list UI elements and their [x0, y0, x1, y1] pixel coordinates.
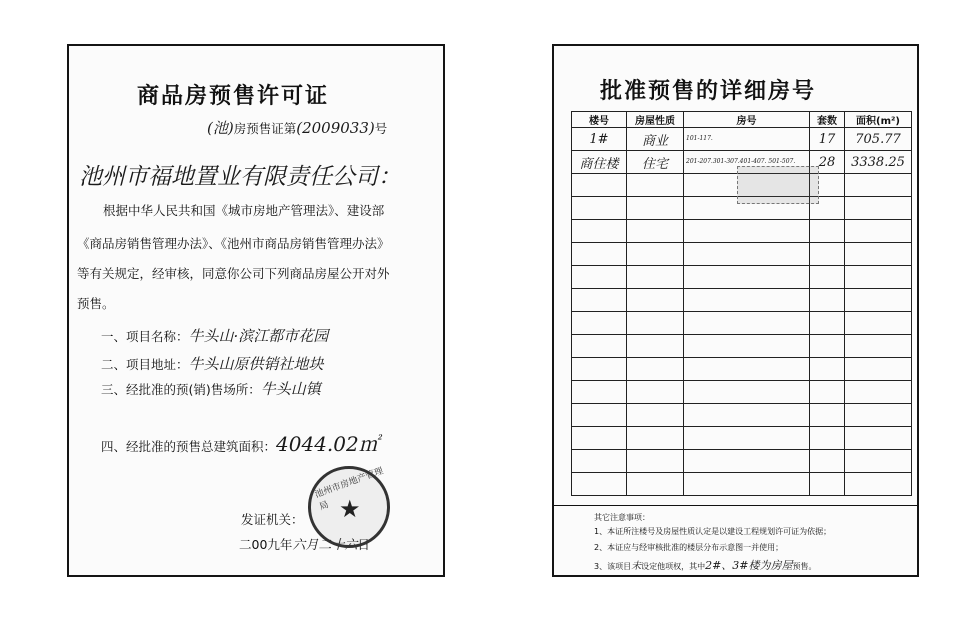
room-details-title: 批准预售的详细房号 — [600, 79, 817, 104]
faded-stamp-mark — [737, 166, 819, 204]
project-name-row — [101, 329, 328, 344]
certificate-number-line — [207, 121, 387, 136]
table-row — [572, 335, 912, 358]
table-row — [572, 289, 912, 312]
table-cell: 3338.25 — [845, 151, 912, 174]
table-row — [572, 220, 912, 243]
official-seal — [308, 466, 390, 548]
certificate-number: (2009033) — [296, 119, 375, 137]
note-3-part-a: 3、该项目 — [594, 562, 632, 571]
table-cell: 705.77 — [845, 128, 912, 151]
issue-date-end: 日 — [357, 537, 370, 552]
project-address-value: 牛头山原供销社地块 — [188, 355, 324, 373]
note-3-part-b: 未 — [631, 561, 642, 572]
certificate-suffix: 号 — [374, 121, 388, 136]
note-3-part-e: 预售。 — [792, 562, 817, 571]
header-property-type: 房屋性质 — [627, 112, 684, 128]
certificate-mid: 房预售证第 — [233, 121, 297, 136]
table-row — [572, 404, 912, 427]
body-paragraph-line-3: 等有关规定，经审核，同意你公司下列商品房屋公开对外 — [77, 266, 390, 281]
star-icon: ★ — [339, 495, 361, 523]
table-row — [572, 450, 912, 473]
project-name-value: 牛头山·滨江都市花园 — [188, 327, 329, 345]
license-title: 商品房预售许可证 — [137, 84, 330, 109]
sales-location-value: 牛头山镇 — [260, 380, 321, 398]
table-row — [572, 427, 912, 450]
body-paragraph-line-1: 根据中华人民共和国《城市房地产管理法》、建设部 — [103, 203, 385, 218]
project-address-label: 二、项目地址： — [101, 357, 189, 372]
header-building-no: 楼号 — [572, 112, 627, 128]
table-row — [572, 128, 912, 151]
certificate-prefix: (池) — [207, 119, 234, 137]
table-row — [572, 473, 912, 496]
presale-license-page — [67, 44, 445, 577]
table-cell: 商住楼 — [572, 151, 627, 174]
note-3 — [594, 557, 817, 573]
table-row — [572, 381, 912, 404]
table-cell: 201-207.301-307.401-407. 501-507. — [684, 151, 810, 174]
table-header-row — [572, 112, 912, 128]
project-address-row — [101, 357, 324, 372]
header-area: 面积(m²) — [845, 112, 912, 128]
room-details-page — [552, 44, 919, 577]
note-1: 1、本证所注楼号及房屋性质认定是以建设工程规划许可证为依据； — [594, 527, 832, 536]
table-cell: 1# — [572, 128, 627, 151]
table-cell: 商业 — [627, 128, 684, 151]
note-3-part-d: 2#、3#楼为房屋 — [705, 559, 793, 572]
table-row — [572, 266, 912, 289]
header-unit-count: 套数 — [810, 112, 845, 128]
total-area-value: 4044.02㎡ — [276, 432, 379, 456]
sales-location-label: 三、经批准的预(销)售场所： — [101, 382, 261, 397]
total-area-row — [101, 434, 379, 454]
table-row — [572, 358, 912, 381]
table-cell: 28 — [810, 151, 845, 174]
sales-location-row — [101, 382, 321, 397]
total-area-label: 四、经批准的预售总建筑面积： — [101, 439, 277, 454]
project-name-label: 一、项目名称： — [101, 329, 189, 344]
table-row — [572, 312, 912, 335]
notes-divider — [554, 505, 917, 506]
body-paragraph-line-2: 《商品房销售管理办法》、《池州市商品房销售管理办法》 — [77, 236, 390, 251]
table-cell: 101-117. — [684, 128, 810, 151]
official-seal-text: 池州市房地产管理局 — [313, 466, 385, 513]
note-3-part-c: 设定他项权，其中 — [641, 562, 706, 571]
body-paragraph-line-4: 预售。 — [77, 296, 115, 311]
table-cell: 住宅 — [627, 151, 684, 174]
issue-date-handwritten: 六月二十六 — [292, 538, 358, 553]
table-cell: 17 — [810, 128, 845, 151]
header-room-no: 房号 — [684, 112, 810, 128]
table-row — [572, 243, 912, 266]
notes-title: 其它注意事项： — [594, 513, 650, 522]
company-name: 池州市福地置业有限责任公司： — [79, 164, 401, 190]
issuing-authority-label: 发证机关： — [241, 512, 304, 527]
note-2: 2、本证应与经审核批准的楼层分布示意图一并使用； — [594, 543, 784, 552]
issue-date-year: 二00九年 — [239, 537, 293, 552]
